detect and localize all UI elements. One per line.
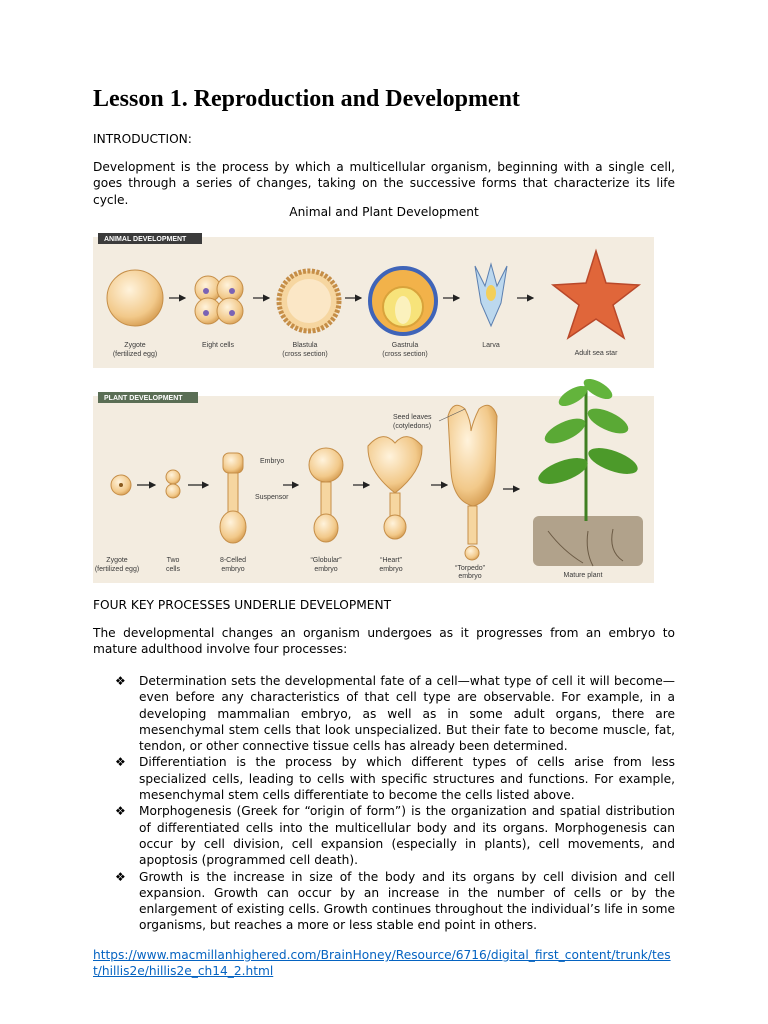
plant-stage-1-line1: Two [166, 557, 180, 564]
list-item-text: Determination sets the developmental fate of a cell—what type of cell it will become—even before any characteristics of that cell type are observable. For example, in a developing mammalian embryo, as well as in some adult organs, there are mesenchymal stem cells that look unspecialized. But their fate to become muscle, fat, tendon, or other connective tissue cells has already been determined. [139, 674, 675, 754]
plant-stage-0-line2: (fertilized egg) [94, 566, 140, 573]
bullet-icon: ❖ [115, 804, 126, 819]
bullet-icon: ❖ [115, 674, 126, 688]
page-title: Lesson 1. Reproduction and Development [93, 86, 520, 112]
animal-gastrula [370, 268, 436, 334]
animal-stage-2-line2: (cross section) [282, 351, 328, 358]
animal-banner: ANIMAL DEVELOPMENT [104, 236, 187, 243]
development-figure [93, 231, 654, 583]
plant-stage-2-line2: embryo [221, 566, 245, 573]
plant-stage-1-line2: cells [165, 566, 181, 573]
animal-stage-3-line1: Gastrula [391, 342, 419, 349]
section-paragraph: The developmental changes an organism undergoes as it progresses from an embryo to mature adulthood involve four processes: [93, 626, 675, 657]
animal-zygote [107, 270, 163, 326]
list-item-text: Differentiation is the process by which different types of cells arise from less specialized cells, leading to cells with specific structures and functions. For example, mesenchymal stem cells differentiate to become the cells listed above. [139, 755, 675, 803]
intro-heading: INTRODUCTION: [93, 132, 192, 146]
seed-leaves-line1: Seed leaves [393, 414, 432, 421]
plant-stage-3-line1: “Globular” [310, 557, 342, 564]
intro-paragraph: Development is the process by which a multicellular organism, beginning with a single cell, goes through a series of changes, taking on the successive forms that characterize its life cycle. [93, 160, 675, 207]
bullet-icon: ❖ [115, 755, 126, 770]
plant-banner: PLANT DEVELOPMENT [104, 395, 183, 402]
development-diagram [93, 231, 654, 583]
plant-stage-5-line1: “Torpedo” [455, 565, 485, 572]
list-item-text: Growth is the increase in size of the body and its organs by cell division and cell expansion. Growth can occur by an increase in the number of cells or by the enlargement of existing cells. Growth continues throughout the individual’s life in some organisms, but reaches a more or less stable end point in others. [139, 869, 675, 933]
plant-stage-6-line1: Mature plant [563, 572, 603, 579]
list-item [93, 803, 675, 868]
animal-stage-1-line1: Eight cells [202, 342, 234, 349]
plant-stage-4-line1: “Heart” [380, 557, 402, 564]
animal-stage-5-line1: Adult sea star [574, 350, 618, 357]
plant-stage-5-line2: embryo [458, 573, 482, 580]
animal-stage-0-line1: Zygote [124, 342, 146, 349]
animal-blastula [279, 271, 339, 331]
process-list [93, 673, 675, 934]
list-item [93, 673, 675, 754]
animal-stage-3-line2: (cross section) [382, 351, 428, 358]
seed-leaves-line2: (cotyledons) [393, 423, 432, 430]
plant-stage-3-line2: embryo [314, 566, 338, 573]
animal-stage-0-line2: (fertilized egg) [112, 351, 158, 358]
animal-stage-2-line1: Blastula [292, 342, 318, 349]
bullet-icon: ❖ [115, 869, 126, 884]
plant-stage-2-line1: 8-Celled [219, 557, 247, 564]
list-item-text: Morphogenesis (Greek for “origin of form”) is the organization and spatial distribution of differentiated cells into the multicellular body and its organs. Morphogenesis can occur by cell division, cell expansion (especially in plants), cell movements, and apoptosis (programmed cell death). [139, 804, 675, 868]
list-item [93, 754, 675, 803]
plant-stage-0-line1: Zygote [106, 557, 128, 564]
figure-caption: Animal and Plant Development [289, 205, 479, 219]
list-item [93, 869, 675, 934]
animal-stage-4-line1: Larva [482, 342, 500, 349]
plant-stage-4-line2: embryo [379, 566, 403, 573]
section-heading: FOUR KEY PROCESSES UNDERLIE DEVELOPMENT [93, 598, 392, 612]
source-link[interactable]: https://www.macmillanhighered.com/BrainHoney/Resource/6716/digital_first_content/trunk/test/hillis2e/hillis2e_ch14_2.html [93, 948, 671, 979]
embryo-label: Embryo [260, 458, 285, 465]
suspensor-label: Suspensor [255, 494, 289, 501]
